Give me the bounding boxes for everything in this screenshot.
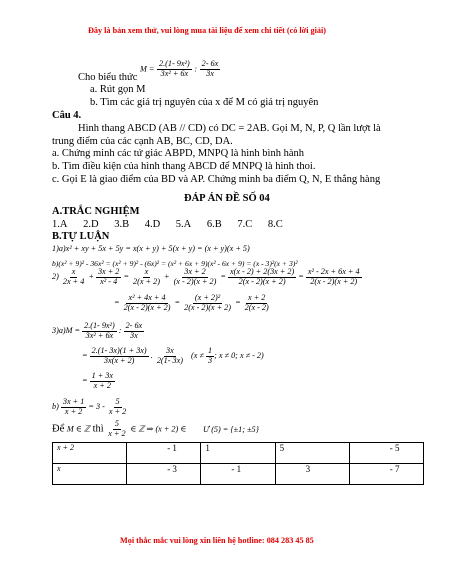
section-a-title: A.TRẮC NGHIỆM: [52, 206, 140, 217]
value-table: [52, 442, 424, 485]
solution-3b: b) $\frac{3x + 1}{x + 2}$ = 3 - $\frac{5}{x + 2}$: [52, 397, 127, 416]
solution-2-cont: = $\frac{\text{x² + 4x + 4}}{2(x - 2)(x + 2)}$ = $\frac{\text{(x + 2)²}}{2(x - 2)(x + 2)}$ = $\frac{x + 2}{2(x - 2)}$: [114, 293, 269, 312]
solution-3b-condition: Để M ∈ ℤ thì $\frac{5}{x + 2}$ ∈ ℤ ⇒ (x + 2) ∈ Ư (5) = {±1; ±5}: [52, 419, 259, 438]
table-cell: - 7: [349, 464, 423, 485]
solution-3a-cont: = $\frac{2.(1- 3x)(1 + 3x)}{3x(x + 2)}$ . $\frac{3x}{2(1- 3x)}$ (x ≠ $\frac{1}{3}$ ; x ≠ 0; x ≠ - 2): [82, 346, 264, 365]
mc-answer: 5.A: [175, 219, 192, 230]
table-row: [53, 443, 424, 464]
problem-label: Cho biểu thức: [78, 72, 138, 83]
mc-answer: 4.D: [144, 219, 161, 230]
mc-answer: 7.C: [237, 219, 253, 230]
solution-3a: 3)a)M = $\frac{\text{2.(1- 9x²)}}{\text{3x² + 6x}}$ : $\frac{2- 6x}{3x}$: [52, 321, 143, 340]
table-cell: 3: [275, 464, 349, 485]
header-banner: Đây là bản xem thử, vui lòng mua tài liệu để xem chi tiết (có lời giải): [88, 26, 327, 35]
m-fraction-2: $\frac{2- 6x}{3x}$: [201, 59, 219, 78]
m-fraction-1: $\frac{\text{2.(1- 9x²)}}{\text{3x² + 6x}}$: [159, 59, 190, 78]
mc-answer: 1.A: [52, 219, 68, 230]
part-a: a. Rút gọn M: [90, 84, 146, 95]
m-colon: :: [194, 64, 198, 74]
solution-1b: b)(x² + 9)² - 36x² = (x² + 9)² - (6x)² = (x² + 6x + 9)(x² - 6x + 9) = (x - 3)²(x + 3)²: [52, 259, 298, 268]
table-cell: - 1: [201, 464, 275, 485]
solution-3a-result: = $\frac{1 + 3x}{x + 2}$: [82, 371, 114, 390]
cau4-line2: trung điểm của các cạnh AB, BC, CD, DA.: [52, 136, 233, 147]
table-cell: 1: [201, 443, 275, 464]
footer-banner: Mọi thắc mắc vui lòng xin liên hệ hotline: 084 283 45 85: [120, 536, 314, 545]
m-expression: [140, 60, 220, 78]
mc-answer: 2.D: [83, 219, 99, 230]
answer-title: ĐÁP ÁN ĐỀ SỐ 04: [184, 193, 270, 204]
table-row: [53, 464, 424, 485]
table-cell: - 5: [349, 443, 423, 464]
table-cell: - 3: [127, 464, 201, 485]
cau4-title: Câu 4.: [52, 110, 82, 121]
table-cell: - 1: [127, 443, 201, 464]
solution-2: 2) $\frac{x}{2x + 4}$ + $\frac{3x + 2}{\text{x² - 4}}$ = $\frac{x}{2(x + 2)}$ + $\frac{3x + 2}{(x - 2)(x + 2)}$ = $\frac{x(x - 2) + 2(3x + 2)}{2(x - 2)(x + 2)}$ = $\frac{\text{x² - 2x + 6x + 4}}{2(x - 2)(x + 2)}$: [52, 267, 360, 286]
cau4-line1: Hình thang ABCD (AB // CD) có DC = 2AB. Gọi M, N, P, Q lần lượt là: [78, 123, 381, 134]
mc-answers: [52, 219, 283, 230]
m-lhs: M =: [140, 64, 155, 74]
table-cell: x + 2: [53, 443, 127, 464]
solution-1a: 1)a)x² + xy + 5x + 5y = x(x + y) + 5(x + y) = (x + y)(x + 5): [52, 244, 250, 253]
mc-answer: 6.B: [206, 219, 222, 230]
cau4-c: c. Gọi E là giao điểm của BD và AP. Chứng minh ba điểm Q, N, E thẳng hàng: [52, 174, 381, 185]
mc-answer: 3.B: [114, 219, 130, 230]
cau4-b: b. Tìm điều kiện của hình thang ABCD để MNPQ là hình thoi.: [52, 161, 316, 172]
part-b: b. Tìm các giá trị nguyên của x để M có giá trị nguyên: [90, 97, 319, 108]
table-cell: 5: [275, 443, 349, 464]
cau4-a: a. Chứng minh các tứ giác ABPD, MNPQ là hình bình hành: [52, 148, 304, 159]
mc-answer: 8.C: [267, 219, 283, 230]
section-b-title: B.TỰ LUẬN: [52, 231, 110, 242]
table-cell: x: [53, 464, 127, 485]
